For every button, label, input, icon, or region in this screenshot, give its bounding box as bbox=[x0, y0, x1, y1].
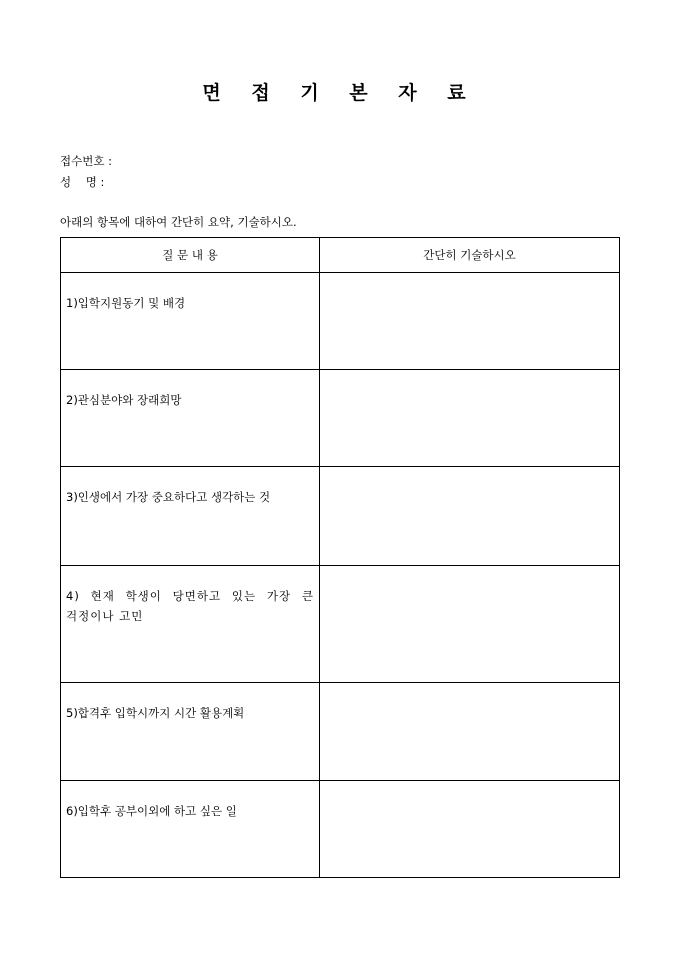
receipt-number-label: 접수번호 : bbox=[60, 154, 112, 168]
answer-cell-5[interactable] bbox=[320, 683, 620, 781]
answer-cell-3[interactable] bbox=[320, 467, 620, 566]
question-cell-2: 2)관심분야와 장래희망 bbox=[61, 370, 320, 467]
table-row bbox=[61, 683, 620, 781]
answer-cell-2[interactable] bbox=[320, 370, 620, 467]
question-cell-6: 6)입학후 공부이외에 하고 싶은 일 bbox=[61, 781, 320, 878]
answer-cell-6[interactable] bbox=[320, 781, 620, 878]
answer-cell-4[interactable] bbox=[320, 566, 620, 683]
header-brief-description: 간단히 기술하시오 bbox=[320, 238, 620, 273]
table-row bbox=[61, 273, 620, 370]
instruction-text: 아래의 항목에 대하여 간단히 요약, 기술하시오. bbox=[60, 215, 297, 229]
question-cell-4: 4) 현재 학생이 당면하고 있는 가장 큰 걱정이나 고민 bbox=[61, 566, 320, 683]
table-row bbox=[61, 467, 620, 566]
table-row bbox=[61, 566, 620, 683]
name-label: 성 명 : bbox=[60, 175, 105, 189]
question-cell-5: 5)합격후 입학시까지 시간 활용계획 bbox=[61, 683, 320, 781]
table-row bbox=[61, 781, 620, 878]
document-title: 면 접 기 본 자 료 bbox=[202, 82, 478, 104]
answer-cell-1[interactable] bbox=[320, 273, 620, 370]
interview-form-table bbox=[60, 237, 620, 878]
table-header-row bbox=[61, 238, 620, 273]
header-question-content: 질 문 내 용 bbox=[61, 238, 320, 273]
question-cell-1: 1)입학지원동기 및 배경 bbox=[61, 273, 320, 370]
question-cell-3: 3)인생에서 가장 중요하다고 생각하는 것 bbox=[61, 467, 320, 566]
table-row bbox=[61, 370, 620, 467]
